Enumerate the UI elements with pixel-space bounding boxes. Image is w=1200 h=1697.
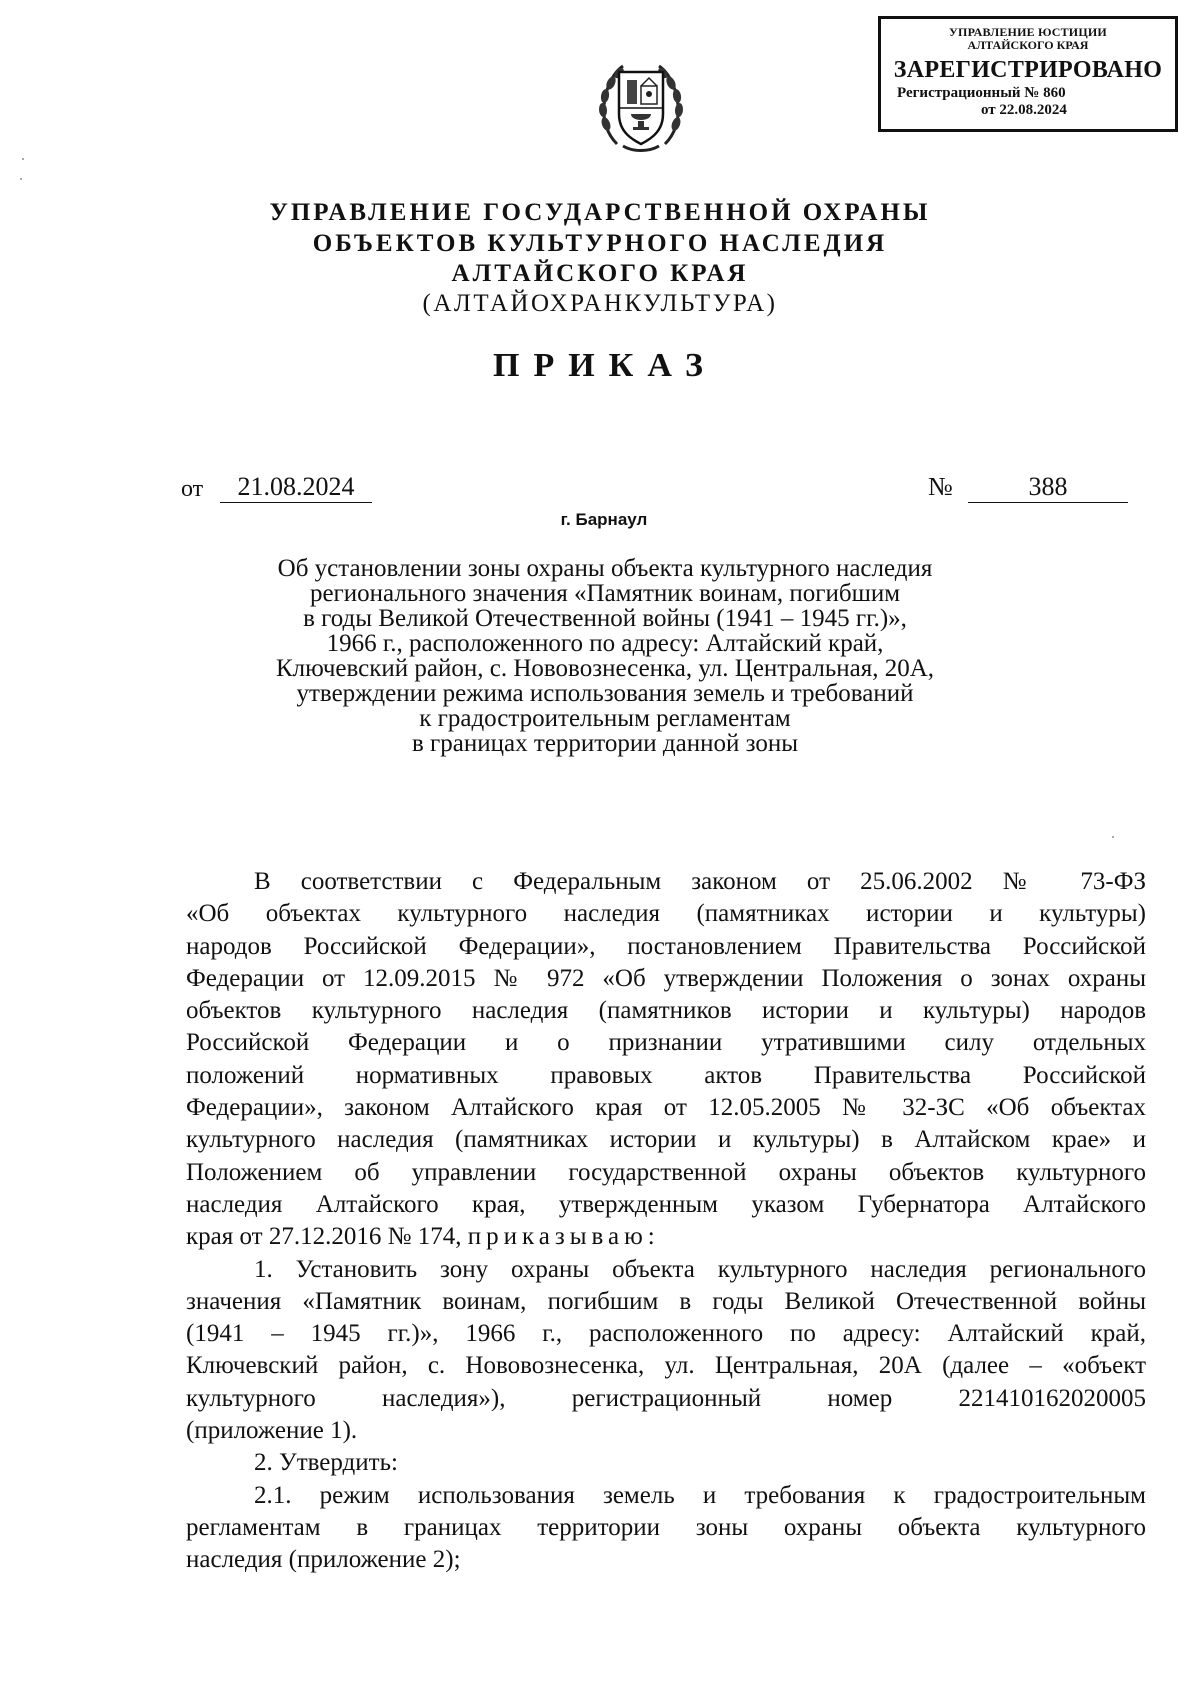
item1-line: значения «Памятник воинам, погибшим в годы Великой Отечественной войны (186, 1287, 1146, 1315)
stamp-reg-number: Регистрационный № 860 (897, 85, 1066, 101)
stamp-reg-date: от 22.08.2024 (981, 102, 1067, 118)
org-name-line1: УПРАВЛЕНИЕ ГОСУДАРСТВЕННОЙ ОХРАНЫ (269, 199, 931, 226)
body-line-last (186, 1221, 1146, 1253)
scan-speck (1112, 836, 1114, 838)
order-word: приказываю: (467, 1223, 660, 1251)
body-line: народов Российской Федерации», постановлением Правительства Российской (186, 932, 1146, 960)
scan-speck (22, 158, 24, 160)
item1-line: Ключевский район, с. Нововознесенка, ул. Центральная, 20А (далее – «объект (186, 1352, 1146, 1380)
document-body (186, 866, 1146, 1577)
item2-1-line: 2.1. режим использования земель и требования к градостроительным (254, 1481, 1146, 1509)
subject-line: 1966 г., расположенного по адресу: Алтайский край, (326, 630, 884, 657)
body-line: положений нормативных правовых актов Правительства Российской (186, 1061, 1146, 1089)
number-prefix: № (928, 472, 953, 501)
item1-line: (1941 – 1945 гг.)», 1966 г., расположенного по адресу: Алтайский край, (186, 1320, 1146, 1348)
body-line: культурного наследия (памятниках истории и культуры) в Алтайском крае» и (186, 1126, 1146, 1154)
body-line: наследия Алтайского края, утвержденным указом Губернатора Алтайского (186, 1190, 1146, 1218)
body-line: Положением об управлении государственной охраны объектов культурного (186, 1158, 1146, 1186)
item1-line: культурного наследия»), регистрационный номер 221410162020005 (186, 1384, 1146, 1412)
document-subject (220, 556, 990, 756)
document-date: 21.08.2024 (220, 472, 372, 503)
preamble-ending: края от 27.12.2016 № 174, (186, 1223, 462, 1251)
org-short-name: (АЛТАЙОХРАНКУЛЬТУРА) (422, 290, 778, 317)
body-line: «Об объектах культурного наследия (памятниках истории и культуры) (186, 900, 1146, 928)
document-type-title: ПРИКАЗ (493, 347, 717, 384)
date-prefix: от (181, 476, 204, 502)
subject-line: Об установлении зоны охраны объекта культурного наследия (277, 555, 933, 582)
body-line: объектов культурного наследия (памятников истории и культуры) народов (186, 997, 1146, 1025)
document-number: 388 (968, 472, 1128, 503)
body-line: Федерации», законом Алтайского края от 12.05.2005 № 32-ЗС «Об объектах (186, 1094, 1146, 1122)
stamp-authority-line1: УПРАВЛЕНИЕ ЮСТИЦИИ (949, 25, 1107, 39)
stamp-authority-line2: АЛТАЙСКОГО КРАЯ (967, 38, 1089, 52)
stamp-status: ЗАРЕГИСТРИРОВАНО (893, 57, 1163, 83)
body-line: Федерации от 12.09.2015 № 972 «Об утверждении Положения о зонах охраны (186, 964, 1146, 992)
item2-1-line: наследия (приложение 2); (186, 1546, 461, 1574)
body-line: В соответствии с Федеральным законом от 25.06.2002 № 73-ФЗ (254, 868, 1146, 895)
subject-line: регионального значения «Памятник воинам, погибшим (309, 580, 901, 607)
subject-line: в границах территории данной зоны (412, 730, 798, 757)
scan-speck (20, 178, 22, 180)
subject-line: в годы Великой Отечественной войны (1941 – 1945 гг.)», (303, 605, 907, 632)
subject-line: к градостроительным регламентам (419, 705, 791, 732)
document-city: г. Барнаул (560, 510, 648, 529)
item2-line: 2. Утвердить: (254, 1449, 398, 1477)
subject-line: утверждении режима использования земель и требований (296, 680, 914, 707)
subject-line: Ключевский район, с. Нововознесенка, ул. Центральная, 20А, (275, 655, 935, 682)
item1-line: 1. Установить зону охраны объекта культурного наследия регионального (254, 1255, 1146, 1283)
item2-1-line: регламентам в границах территории зоны охраны объекта культурного (186, 1513, 1146, 1541)
registration-stamp (878, 16, 1178, 132)
item1-line: (приложение 1). (186, 1417, 358, 1445)
altai-krai-coat-of-arms-icon (597, 52, 685, 156)
org-name-line3: АЛТАЙСКОГО КРАЯ (451, 260, 749, 287)
body-line: Российской Федерации и о признании утратившими силу отдельных (186, 1029, 1146, 1057)
org-name-line2: ОБЪЕКТОВ КУЛЬТУРНОГО НАСЛЕДИЯ (312, 230, 888, 257)
